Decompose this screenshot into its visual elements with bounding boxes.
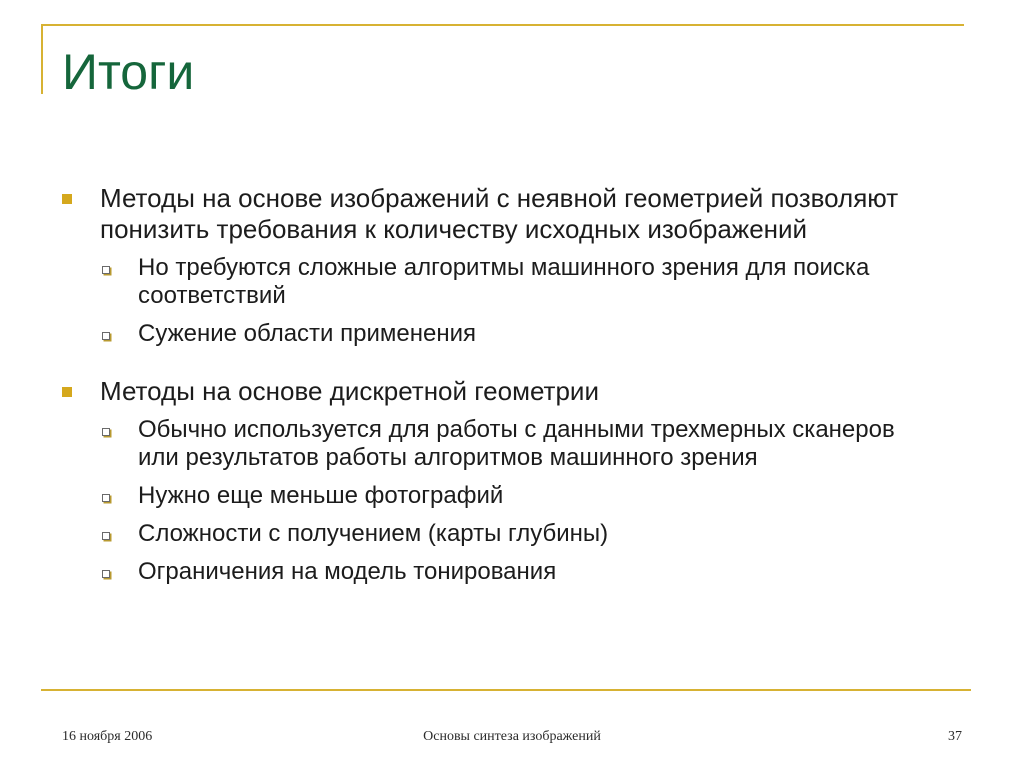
- sub-item-text: Нужно еще меньше фотографий: [138, 482, 504, 509]
- top-frame-line: [41, 24, 964, 26]
- sub-list: [100, 416, 920, 586]
- sub-item: [100, 320, 920, 348]
- sub-item-text: Сложности с получением (карты глубины): [138, 520, 609, 547]
- bottom-frame-line: [41, 689, 971, 691]
- bullet-text: Методы на основе дискретной геометрии: [100, 376, 599, 406]
- bullet-text: Методы на основе изображений с неявной геометрией позволяют понизить требования к количеству исходных изображений: [100, 183, 899, 244]
- hollow-square-bullet-icon: [102, 428, 110, 436]
- hollow-square-bullet-icon: [102, 532, 110, 540]
- hollow-square-bullet-icon: [102, 266, 110, 274]
- square-bullet-icon: [62, 387, 72, 397]
- sub-item-text: Обычно используется для работы с данными трехмерных сканеров или результатов работы алгоритмов машинного зрения: [138, 416, 895, 471]
- sub-item-text: Сужение области применения: [138, 320, 476, 347]
- footer-date: 16 ноября 2006: [62, 729, 153, 744]
- sub-list: [100, 254, 920, 348]
- sub-item-text: Но требуются сложные алгоритмы машинного зрения для поиска соответствий: [138, 254, 870, 309]
- sub-item: [100, 416, 920, 472]
- sub-item: [100, 482, 920, 510]
- left-frame-line: [41, 24, 43, 94]
- hollow-square-bullet-icon: [102, 332, 110, 340]
- page-number: 37: [948, 729, 962, 744]
- square-bullet-icon: [62, 194, 72, 204]
- sub-item-text: Ограничения на модель тонирования: [138, 558, 557, 585]
- footer-title: Основы синтеза изображений: [423, 729, 601, 744]
- hollow-square-bullet-icon: [102, 494, 110, 502]
- sub-item: [100, 254, 920, 310]
- slide-content: [60, 183, 920, 586]
- slide-title: Итоги: [62, 44, 195, 100]
- bullet-item-image-based-methods: [60, 183, 920, 348]
- bullet-item-discrete-geometry-methods: [60, 376, 920, 586]
- sub-item: [100, 520, 920, 548]
- hollow-square-bullet-icon: [102, 570, 110, 578]
- sub-item: [100, 558, 920, 586]
